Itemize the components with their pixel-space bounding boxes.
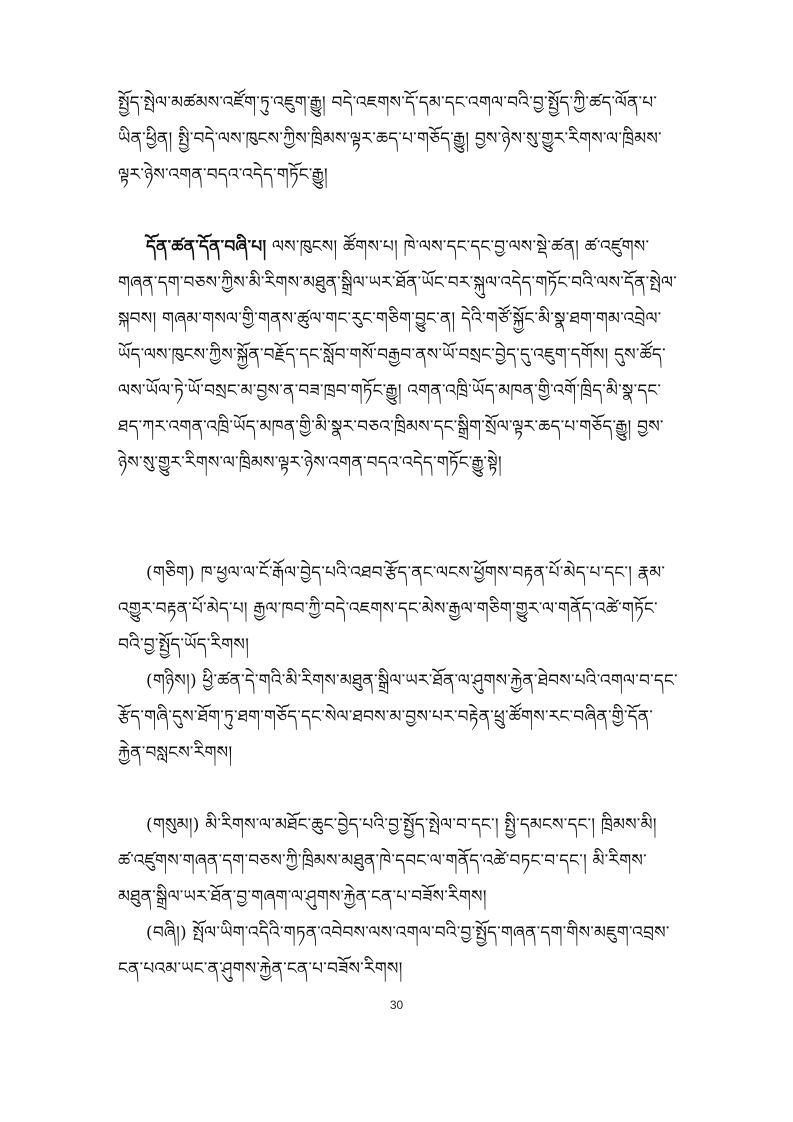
paragraph-text: ལས་ཁུངས། ཚོགས་པ། ཁེ་ལས་དང་དང་བྱ་ལས་སྡེ་ཚན། ཚ་འཛུགས་གཞན་དག་བཅས་ཀྱིས་མི་རིགས་མཐུན་སྒྲིལ་ཡར་ཐོན་ཡོང་བར་སྐུལ་འདེད་གཏོང་བའི་ལས་དོན་སྤེལ་སྐབས། གཞམ་གསལ་གྱི་གནས་ཚུལ་གང་རུང་གཅིག་བྱུང་ན། དེའི་གཙོ་སྐྱོང་མི་སྣ་ཐག་གམ་འབྲེལ་ཡོད་ལས་ཁུངས་ཀྱིས་སྐྱོན་བརྗོད་དང་སློབ་གསོ་བརྒྱབ་ནས་ཡོ་བསྲང་བྱེད་དུ་འཇུག་དགོས། དུས་ཚོད་ལས་ཡོལ་ཏེ་ཡོ་བསྲང་མ་བྱས་ན་བཟ་ཁྲབ་གཏོང་རྒྱུ། འགན་འཁྲི་ཡོད་མཁན་གྱི་འགོ་ཁྲིད་མི་སྣ་དང་ཐད་ཀར་འགན་འཁྲི་ཡོད་མཁན་གྱི་མི་སྣར་བཅའ་ཁྲིམས་དང་སྒྲིག་སྲོལ་ལྟར་ཆད་པ་གཅོད་རྒྱུ། བྱས་ཉེས་སུ་གྱུར་རིགས་ལ་ཁྲིམས་ལྟར་ཉེས་འགན་བདའ་འདེད་གཏོང་རྒྱུ་སྟེ།	[118, 237, 678, 473]
list-item-text: (གཅིག) ཁ་ཕྱལ་ལ་ངོ་རྒོལ་བྱེད་པའི་འཐབ་རྩོད་ནང་ལངས་ཕྱོགས་བརྟན་པོ་མེད་པ་དང་། རྣམ་འགྱུར་བརྟན་པོ་མེད་པ། རྒྱལ་ཁབ་ཀྱི་བདེ་འཇགས་དང་མེས་རྒྱལ་གཅིག་གྱུར་ལ་གནོད་འཚེ་གཏོང་བའི་བྱ་སྤྱོད་ཡོད་རིགས།	[118, 563, 666, 655]
list-item-text: (གསུམ།) མི་རིགས་ལ་མཐོང་ཆུང་བྱེད་པའི་བྱ་སྤྱོད་སྤེལ་བ་དང་། སྤྱི་དམངས་དང་། ཁྲིམས་མི། ཚ་འཛུགས་གཞན་དག་བཅས་ཀྱི་ཁྲིམས་མཐུན་ཁེ་དབང་ལ་གནོད་འཚེ་བཏང་བ་དང་། མི་རིགས་མཐུན་སྒྲིལ་ཡར་ཐོན་བྱ་གཞག་ལ་ཤུགས་རྐྱེན་ངན་པ་བཟོས་རིགས།	[118, 815, 657, 907]
list-item-text: (གཉིས།) ཕྱི་ཚན་དེ་གའི་མི་རིགས་མཐུན་སྒྲིལ་ཡར་ཐོན་ལ་ཤུགས་རྐྱེན་ཐེབས་པའི་འགལ་བ་དང་རྩོད་གཞི་དུས་ཐོག་ཏུ་ཐག་གཅོད་དང་སེལ་ཐབས་མ་བྱས་པར་བརྟེན་ཕྲུ་ཚོགས་རང་བཞིན་གྱི་དོན་རྐྱེན་བསླངས་རིགས།	[118, 671, 678, 763]
list-item-3	[118, 807, 678, 915]
list-item-2	[118, 663, 678, 771]
paragraph-text: སྤྱོད་སྤེལ་མཚམས་འཛོག་ཏུ་འཇུག་རྒྱུ། བདེ་འཇགས་དོ་དམ་དང་འགལ་བའི་བྱ་སྤྱོད་ཀྱི་ཚད་ལོན་པ་ཡིན་ཕྱིན། སྤྱི་བདེ་ལས་ཁུངས་ཀྱིས་ཁྲིམས་ལྟར་ཆད་པ་གཅོད་རྒྱུ། བྱས་ཉེས་སུ་གྱུར་རིགས་ལ་ཁྲིམས་ལྟར་ཉེས་འགན་བདའ་འདེད་གཏོང་རྒྱུ།	[118, 93, 662, 185]
article-heading: དོན་ཚན་དོན་བཞི་པ།	[146, 237, 267, 257]
list-item-1	[118, 555, 678, 663]
paragraph-continuation	[118, 85, 678, 193]
paragraph-article-4	[118, 229, 678, 481]
list-item-4	[118, 915, 678, 987]
list-item-text: (བཞི།) སྤོལ་ཡིག་འདིའི་གཏན་འབེབས་ལས་འགལ་བའི་བྱ་སྤྱོད་གཞན་དག་གིས་མཇུག་འབྲས་ངན་པའམ་ཡང་ན་ཤུགས་རྐྱེན་ངན་པ་བཟོས་རིགས།	[118, 923, 670, 979]
page-number: 30	[389, 998, 404, 1012]
